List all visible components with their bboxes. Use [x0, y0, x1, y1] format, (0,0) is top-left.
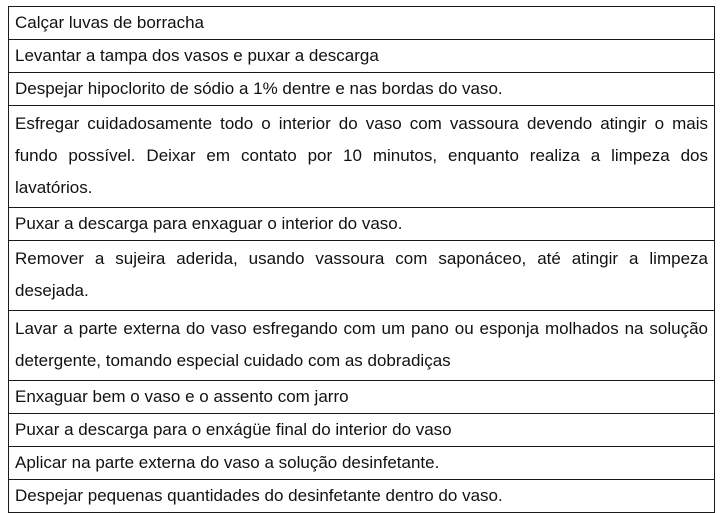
table-row: [9, 480, 715, 513]
table-row: [9, 241, 715, 311]
step-cell: Calçar luvas de borracha: [9, 7, 715, 40]
step-cell: Puxar a descarga para o enxágüe final do interior do vaso: [9, 414, 715, 447]
table-row: [9, 40, 715, 73]
table-row: [9, 7, 715, 40]
step-cell: Remover a sujeira aderida, usando vassoura com saponáceo, até atingir a limpeza desejada.: [9, 241, 715, 311]
table-row: [9, 208, 715, 241]
step-cell: Puxar a descarga para enxaguar o interior do vaso.: [9, 208, 715, 241]
table-row: [9, 414, 715, 447]
table-row: [9, 73, 715, 106]
step-cell: Esfregar cuidadosamente todo o interior do vaso com vassoura devendo atingir o mais fundo possível. Deixar em contato por 10 minutos, enquanto realiza a limpeza dos lavatórios.: [9, 106, 715, 208]
step-cell: Despejar pequenas quantidades do desinfetante dentro do vaso.: [9, 480, 715, 513]
step-cell: Lavar a parte externa do vaso esfregando com um pano ou esponja molhados na solução detergente, tomando especial cuidado com as dobradiças: [9, 311, 715, 381]
table-row: [9, 447, 715, 480]
table-row: [9, 381, 715, 414]
procedure-table: [8, 6, 715, 513]
table-row: [9, 106, 715, 208]
step-cell: Despejar hipoclorito de sódio a 1% dentre e nas bordas do vaso.: [9, 73, 715, 106]
table-row: [9, 311, 715, 381]
step-cell: Aplicar na parte externa do vaso a solução desinfetante.: [9, 447, 715, 480]
step-cell: Enxaguar bem o vaso e o assento com jarro: [9, 381, 715, 414]
step-cell: Levantar a tampa dos vasos e puxar a descarga: [9, 40, 715, 73]
